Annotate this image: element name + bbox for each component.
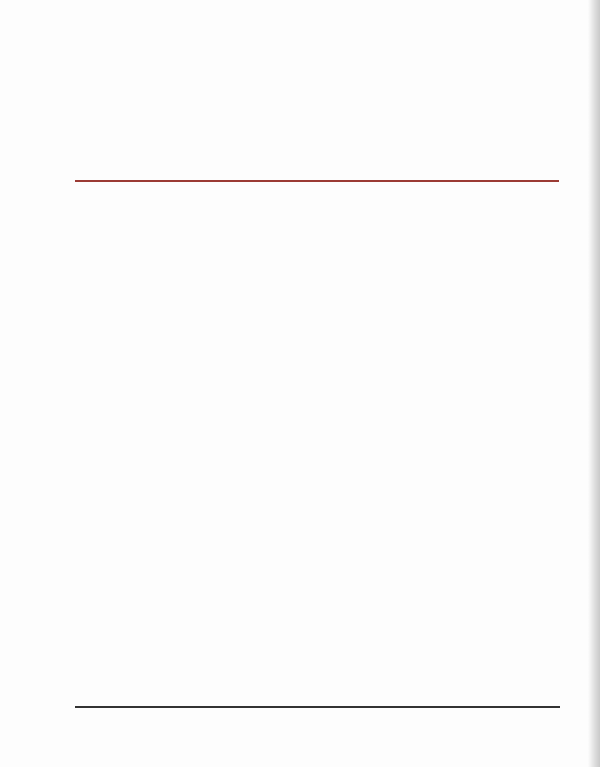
top-divider: [75, 180, 559, 182]
bottom-divider: [75, 706, 560, 708]
scan-edge-shadow: [588, 0, 600, 767]
